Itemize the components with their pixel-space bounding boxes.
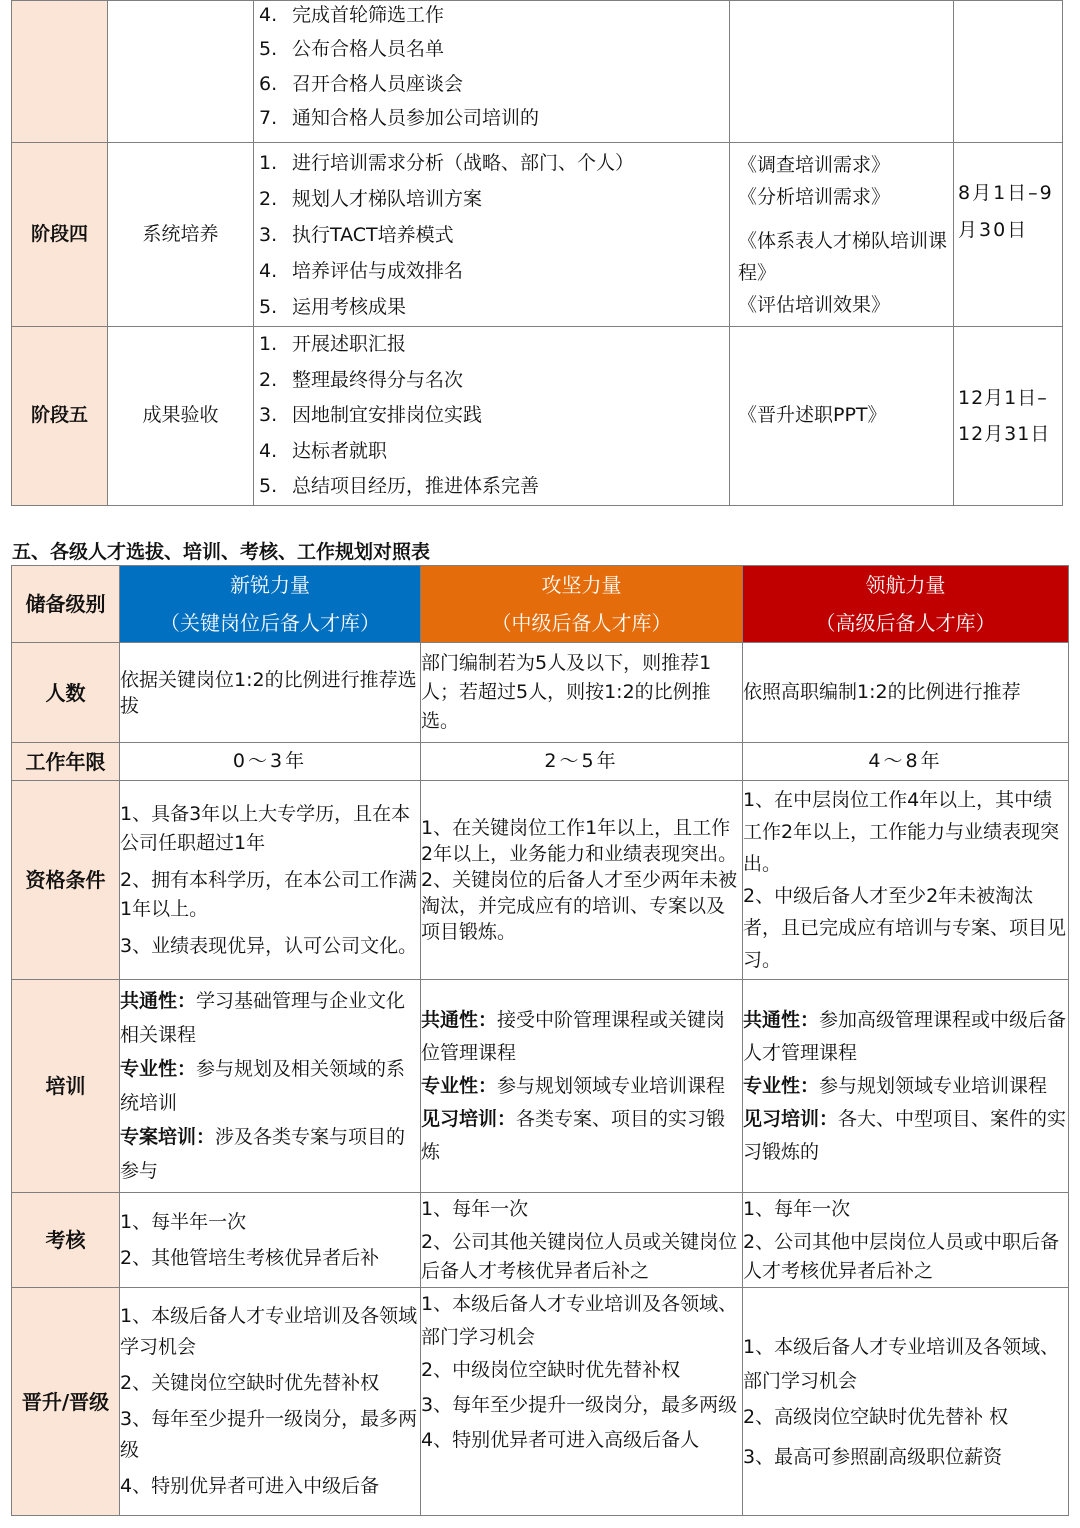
promotion-cell (421, 1288, 743, 1516)
row-label: 考核 (12, 1193, 120, 1288)
stage-name: 成果验收 (108, 327, 254, 506)
header-subtitle: （关键岗位后备人才库） (160, 611, 380, 635)
stage-docs-empty (730, 1, 954, 143)
stage-time: 8月1日–9月30日 (954, 143, 1063, 327)
promotion-cell (743, 1288, 1069, 1516)
training-item: 专业性：参与规划领域专业培训课程 (743, 1074, 1048, 1097)
headcount-row (12, 643, 1069, 743)
qualification-item: 2、拥有本科学历，在本公司工作满1年以上。 (120, 868, 418, 920)
promotion-cell (120, 1288, 421, 1516)
assessment-item: 2、公司其他中层岗位人员或中职后备人才考核优异者后补之 (743, 1230, 1060, 1282)
qualification-cell (120, 781, 421, 980)
training-item: 专业性：参与规划及相关领域的系统培训 (120, 1058, 406, 1114)
training-item: 共通性：接受中阶管理课程或关键岗位管理课程 (421, 1008, 726, 1064)
doc-item: 《分析培训需求》 (738, 185, 891, 208)
headcount-cell: 依据关键岗位1:2的比例进行推荐选拔 (120, 643, 421, 743)
stage-table (11, 0, 1063, 506)
stage-time: 12月1日–12月31日 (954, 327, 1063, 506)
promotion-item: 3、每年至少提升一级岗分，最多两级 (421, 1394, 738, 1416)
stage-steps (254, 327, 730, 506)
row-label: 人数 (12, 643, 120, 743)
step-item: 2. 整理最终得分与名次 (259, 368, 464, 391)
step-item: 2. 规划人才梯队培训方案 (259, 187, 483, 210)
doc-item: 《体系表人才梯队培训课程》 (738, 229, 948, 284)
stage-label: 阶段四 (12, 143, 108, 327)
step-item: 4. 达标者就职 (259, 439, 388, 462)
qualification-item: 2、中级后备人才至少2年未被淘汰者，且已完成应有培训与专案、项目见习。 (743, 885, 1067, 971)
comparison-table (11, 565, 1069, 1516)
promotion-item: 1、本级后备人才专业培训及各领域、部门学习机会 (421, 1293, 738, 1348)
qualification-item: 1、在中层岗位工作4年以上，其中绩工作2年以上，工作能力与业绩表现突出。 (743, 789, 1060, 875)
row-label: 资格条件 (12, 781, 120, 980)
header-col-leading (743, 566, 1069, 643)
qualification-item: 3、业绩表现优异，认可公司文化。 (120, 934, 418, 957)
training-cell (421, 980, 743, 1193)
assessment-item: 1、每半年一次 (120, 1211, 247, 1233)
step-item: 1. 开展述职汇报 (259, 333, 407, 355)
row-label: 工作年限 (12, 743, 120, 781)
header-subtitle: （高级后备人才库） (815, 611, 996, 635)
promotion-item: 2、中级岗位空缺时优先替补权 (421, 1359, 681, 1381)
assessment-item: 2、公司其他关键岗位人员或关键岗位后备人才考核优异者后补之 (421, 1230, 738, 1282)
header-col-rising (120, 566, 421, 643)
header-title: 新锐力量 (230, 573, 310, 597)
qualification-item: 1、在关键岗位工作1年以上，且工作2年以上，业务能力和业绩表现突出。 (421, 817, 738, 865)
promotion-item: 4、特别优异者可进入中级后备 (120, 1475, 380, 1497)
training-cell (120, 980, 421, 1193)
stage-time-empty (954, 1, 1063, 143)
assessment-row (12, 1193, 1069, 1288)
assessment-item: 2、其他管培生考核优异者后补 (120, 1247, 380, 1269)
promotion-item: 3、每年至少提升一级岗分，最多两级 (120, 1408, 418, 1461)
promotion-item: 2、高级岗位空缺时优先替补 权 (743, 1405, 1009, 1428)
headcount-cell: 依照高职编制1:2的比例进行推荐 (743, 643, 1069, 743)
step-item: 4. 培养评估与成效排名 (259, 259, 464, 282)
step-item: 5. 公布合格人员名单 (259, 38, 445, 60)
header-subtitle: （中级后备人才库） (491, 611, 672, 635)
qualification-item: 2、关键岗位的后备人才至少两年未被淘汰，并完成应有的培训、专案以及项目锻炼。 (421, 869, 738, 943)
training-item: 专案培训：涉及各类专案与项目的参与 (120, 1126, 406, 1182)
step-item: 3. 因地制宜安排岗位实践 (259, 404, 483, 426)
stage-row-5 (12, 327, 1063, 506)
doc-item: 《评估培训效果》 (738, 293, 891, 316)
header-col-core (421, 566, 743, 643)
years-row (12, 743, 1069, 781)
stage-label: 阶段五 (12, 327, 108, 506)
assessment-item: 1、每年一次 (743, 1197, 851, 1220)
header-title: 攻坚力量 (541, 573, 622, 597)
doc-item: 《调查培训需求》 (738, 153, 891, 176)
qualification-cell (743, 781, 1069, 980)
step-item: 3. 执行TACT培养模式 (259, 223, 454, 246)
doc-item: 《晋升述职PPT》 (738, 404, 887, 427)
stage-row-4 (12, 143, 1063, 327)
qualification-cell (421, 781, 743, 980)
row-label: 晋升/晋级 (12, 1288, 120, 1516)
assessment-cell (421, 1193, 743, 1288)
training-item: 专业性：参与规划领域专业培训课程 (421, 1074, 726, 1097)
stage-docs (730, 143, 954, 327)
training-item: 共通性：学习基础管理与企业文化相关课程 (120, 990, 406, 1046)
step-item: 1. 进行培训需求分析（战略、部门、个人） (259, 151, 635, 174)
headcount-cell: 部门编制若为5人及以下，则推荐1人；若超过5人，则按1:2的比例推选。 (421, 643, 743, 743)
step-item: 5. 运用考核成果 (259, 295, 407, 318)
step-item: 5. 总结项目经历，推进体系完善 (259, 475, 540, 497)
header-row (12, 566, 1069, 643)
assessment-item: 1、每年一次 (421, 1197, 529, 1220)
years-cell: 0～3年 (120, 743, 421, 781)
stage-row-continued (12, 1, 1063, 143)
level-label: 储备级别 (12, 566, 120, 643)
step-item: 4. 完成首轮筛选工作 (259, 3, 445, 26)
qualification-row (12, 781, 1069, 980)
promotion-item: 1、本级后备人才专业培训及各领域学习机会 (120, 1305, 418, 1358)
stage-docs (730, 327, 954, 506)
assessment-cell (743, 1193, 1069, 1288)
promotion-item: 2、关键岗位空缺时优先替补权 (120, 1372, 380, 1394)
header-title: 领航力量 (865, 573, 946, 597)
stage-name-empty (108, 1, 254, 143)
step-item: 7. 通知合格人员参加公司培训的 (259, 107, 540, 129)
section-title: 五、各级人才选拔、培训、考核、工作规划对照表 (12, 541, 431, 563)
years-cell: 4～8年 (743, 743, 1069, 781)
stage-steps (254, 1, 730, 143)
training-cell (743, 980, 1069, 1193)
training-row (12, 980, 1069, 1193)
promotion-item: 1、本级后备人才专业培训及各领域、部门学习机会 (743, 1335, 1060, 1392)
training-item: 见习培训：各类专案、项目的实习锻炼 (421, 1107, 726, 1163)
stage-cell-empty (12, 1, 108, 143)
step-item: 6. 召开合格人员座谈会 (259, 72, 464, 95)
stage-name: 系统培养 (108, 143, 254, 327)
assessment-cell (120, 1193, 421, 1288)
years-cell: 2～5年 (421, 743, 743, 781)
stage-steps (254, 143, 730, 327)
training-item: 共通性：参加高级管理课程或中级后备人才管理课程 (743, 1008, 1067, 1064)
promotion-item: 3、最高可参照副高级职位薪资 (743, 1445, 1003, 1468)
training-item: 见习培训：各大、中型项目、案件的实习锻炼的 (743, 1107, 1067, 1163)
qualification-item: 1、具备3年以上大专学历，且在本公司任职超过1年 (120, 802, 411, 854)
promotion-row (12, 1288, 1069, 1516)
row-label: 培训 (12, 980, 120, 1193)
promotion-item: 4、特别优异者可进入高级后备人 (421, 1429, 700, 1451)
